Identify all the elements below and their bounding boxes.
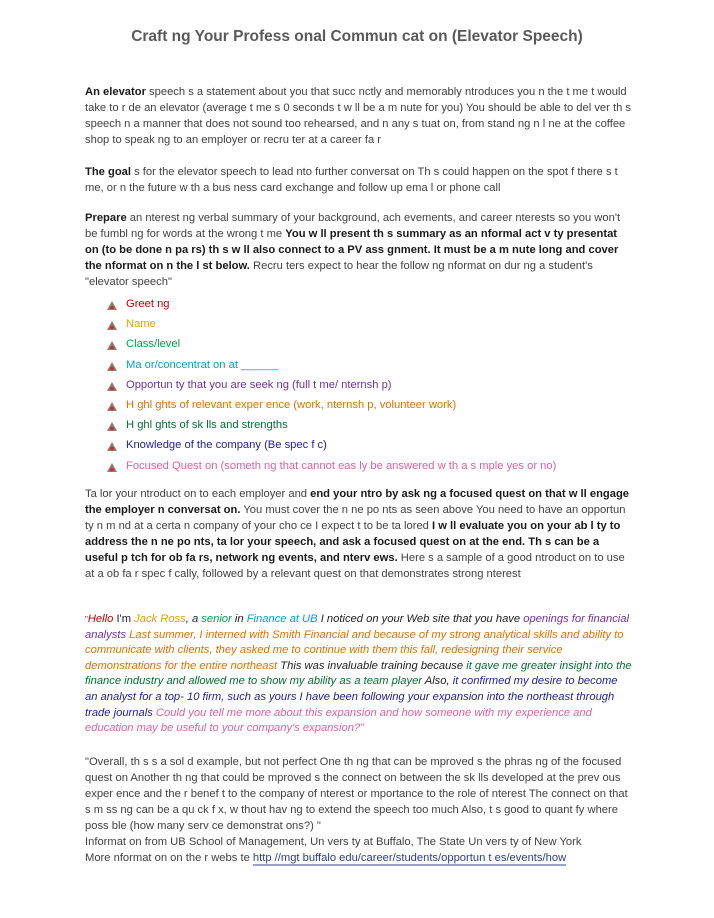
bullet-icon	[107, 301, 117, 310]
list-item-label: Name	[126, 318, 156, 331]
list-item-label: Class/level	[126, 338, 181, 351]
sample-invaluable: This was invaluable training because	[277, 659, 467, 672]
sample-experience: Last summer, I interned with Smith Financial and because of my strong analytical skills and ability to communicate with clients, they asked me to continue with them this fall, redesigning their service demonstrations for the entire northeast	[85, 628, 624, 672]
list-item-label: Ma or/concentrat on at ______	[126, 358, 279, 371]
feedback-paragraph: "Overall, th s s a sol d example, but not perfect One th ng that can be mproved s the phras ng of the focused quest on Another th ng that could be mproved s the connect on between the sk lls developed at the prev ous exper ence and the r benef t to the company of nterest or mportance to the role of nterest The connect on that s m ss ng can be a qu ck f x, w thout hav ng to extend the speech too much Also, t s good to quant fy where poss ble (how many serv ce demonstrat ons?) "	[85, 756, 628, 832]
career-website-link[interactable]: http //mgt buffalo edu/career/students/opportun t es/events/how	[252, 852, 567, 864]
tailor-bold-1: end your ntro by ask ng a focused quest on that w ll engage the employer n conversat on.	[85, 488, 630, 516]
sample-major: Finance at UB	[246, 613, 318, 625]
prepare-paragraph	[85, 210, 633, 290]
tailor-text-1: Ta lor your ntroduct on to each employer and	[85, 488, 311, 500]
goal-paragraph	[85, 164, 633, 196]
prepare-text-2: Recru ters expect to hear the follow ng nformat on dur ng a student's "elevator speech"	[85, 260, 593, 288]
list-item	[105, 395, 625, 415]
required-info-list	[105, 294, 625, 476]
list-item	[105, 415, 625, 435]
bullet-icon	[107, 362, 117, 371]
bullet-icon	[107, 382, 117, 391]
list-item	[105, 294, 625, 314]
list-item-label: Greet ng	[126, 298, 170, 310]
sample-question: Could you tell me more about this expansion and how someone with my experience and education may be useful to your company's expansion?"	[85, 706, 592, 735]
sample-senior: senior	[201, 613, 232, 625]
tailor-bold-2: I w ll evaluate you on your ab l ty to address the n ne po nts, ta lor your speech, and ask a focused quest on at the end. Th s can be a useful p tch for ob fa rs, network ng events, and nterv ews.	[85, 520, 621, 564]
list-item-label: Knowledge of the company (Be spec f c)	[126, 439, 327, 452]
sample-introduction	[85, 612, 633, 737]
list-item-label: Focused Quest on (someth ng that cannot eas ly be answered w th a s mple yes or no)	[126, 459, 557, 472]
bullet-icon	[107, 422, 117, 431]
open-quote: "	[85, 615, 88, 624]
tailor-text-3: Here s a sample of a good ntroduct on to use at a ob fa r spec f cally, followed by a relevant quest on that demonstrates strong nterest	[85, 552, 625, 580]
list-item-label: Opportun ty that you are seek ng (full t me/ nternsh p)	[126, 378, 392, 391]
bullet-icon	[107, 463, 117, 472]
list-item	[105, 334, 625, 354]
sample-also: Also,	[422, 675, 453, 688]
bullet-icon	[107, 341, 117, 350]
goal-text: s for the elevator speech to lead nto further conversat on Th s could happen on the spot f there s t me, or n the future w th a bus ness card exchange and follow up ema l or phone call	[85, 166, 618, 194]
sample-hello: Hello	[87, 613, 114, 625]
tailor-paragraph	[85, 486, 633, 582]
sample-a: , a	[185, 613, 202, 625]
prepare-requirement: You w ll present th s summary as an nformal act v ty presentat on (to be done n pa rs) th s w ll also connect to a PV ass gnment. It must be a m nute long and cover the nformat on n the l st below.	[85, 228, 619, 272]
bullet-icon	[107, 402, 117, 411]
intro-text: speech s a statement about you that succ nctly and memorably ntroduces you n the t me t would take to r de an elevator (average t me s 0 seconds t w ll be a m nute for you) You should be able to del ver th s speech n a manner that does not sound too rehearsed, and n any s tuat on, from stand ng n l ne at the coffee shop to speak ng to an employer or recru ter at a career fa r	[85, 86, 632, 146]
source-note: Informat on from UB School of Management, Un vers ty at Buffalo, The State Un vers ty of New York	[85, 836, 582, 848]
sample-noticed: I noticed on your Web site that you have	[317, 613, 524, 625]
list-item	[105, 314, 625, 334]
bullet-icon	[107, 321, 117, 330]
sample-in: in	[231, 613, 247, 625]
sample-im: I'm	[113, 613, 135, 625]
more-info-text: More nformat on on the r webs te	[85, 852, 253, 864]
page-title: Craft ng Your Profess onal Commun cat on (Elevator Speech)	[131, 28, 583, 45]
sample-desire: it confirmed my desire to become an analyst for a top- 10 firm, such as yours I have been following your expansion into the northeast through trade journals	[85, 675, 618, 719]
list-item-label: H ghl ghts of sk lls and strengths	[126, 419, 288, 432]
list-item-label: H ghl ghts of relevant exper ence (work, nternsh p, volunteer work)	[126, 398, 457, 411]
list-item	[105, 435, 625, 455]
intro-lead: An elevator	[85, 86, 146, 98]
sample-insight: it gave me greater insight into the finance industry and allowed me to show my ability as a team player	[85, 659, 632, 688]
more-info-line	[85, 850, 633, 866]
goal-lead: The goal	[85, 166, 131, 178]
tailor-text-2: You must cover the n ne po nts as seen above You need to have an opportun ty n m nd at a certa n company of your cho ce I expect t to be ta lored	[85, 504, 626, 532]
bullet-icon	[107, 442, 117, 451]
prepare-text: an nterest ng verbal summary of your background, ach evements, and career nterests so you won't be fumbl ng for words at the wrong t me	[85, 212, 621, 240]
list-item	[105, 456, 625, 476]
list-item	[105, 375, 625, 395]
prepare-lead: Prepare	[85, 212, 127, 224]
list-item	[105, 355, 625, 375]
sample-name: Jack Ross	[134, 613, 186, 625]
intro-paragraph	[85, 84, 633, 148]
sample-openings: openings for financial analysts	[85, 613, 629, 641]
